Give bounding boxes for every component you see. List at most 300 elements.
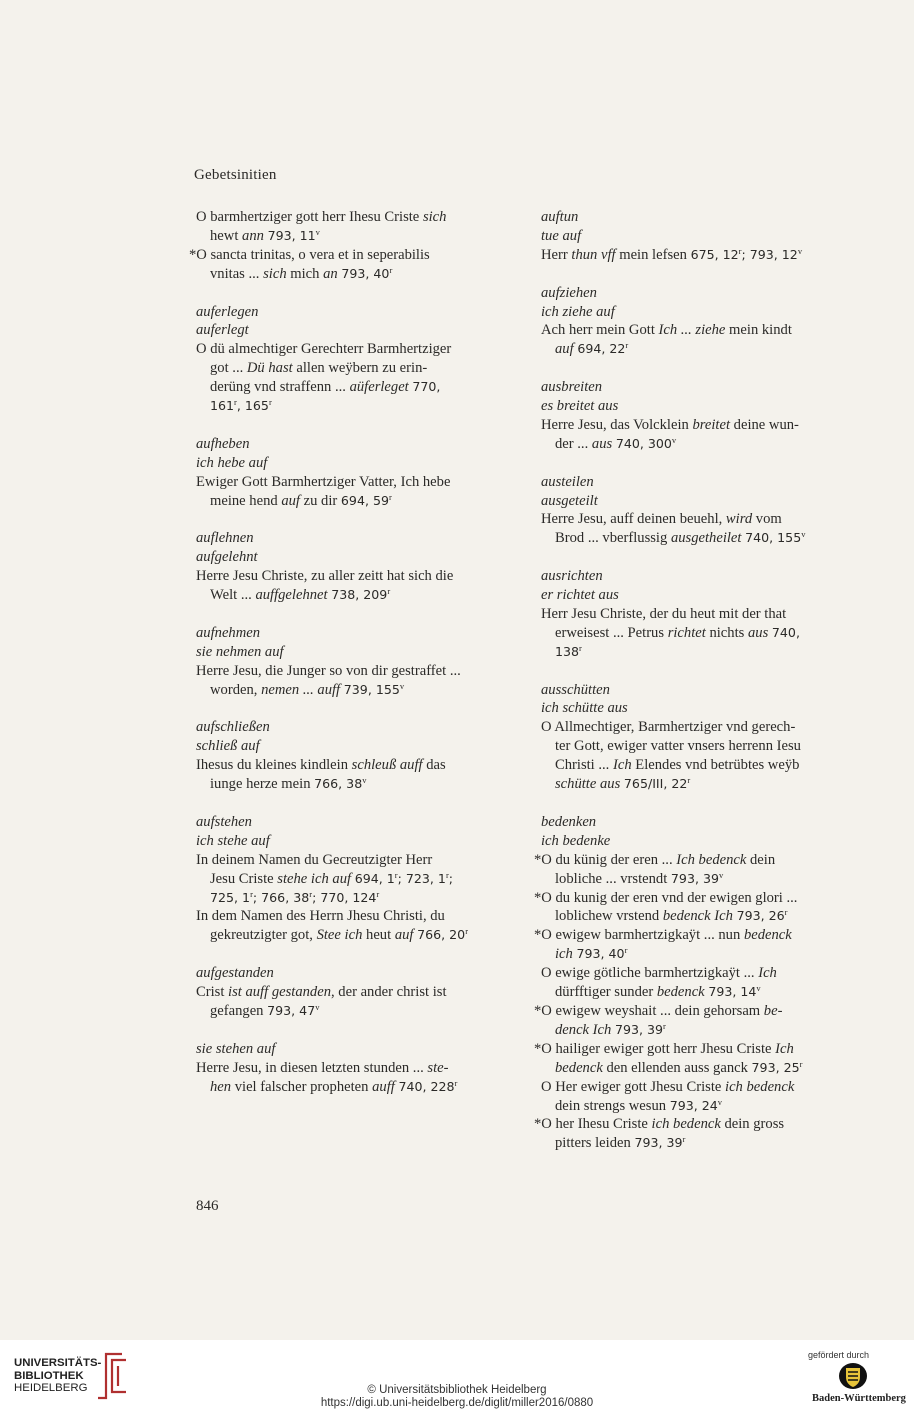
asterisk-marker: * <box>534 851 542 868</box>
italic-term: es breitet aus <box>541 398 619 415</box>
entry-line <box>196 624 496 643</box>
funder-name: Baden-Württemberg <box>812 1393 906 1404</box>
italic-term: ausbreiten <box>541 379 603 396</box>
text-run: O dü almechtiger Gerechterr Barmhertziger <box>196 341 452 358</box>
entry-continuation-line <box>541 945 833 964</box>
text-run: allen weÿbern zu erin- <box>292 360 428 377</box>
page-number: 846 <box>196 1198 219 1214</box>
folio-side-marker: v <box>315 226 320 237</box>
italic-term: bedenck <box>656 984 705 1001</box>
italic-term: nemen ... auff <box>261 681 341 698</box>
asterisk-marker: * <box>534 1040 542 1057</box>
text-run: das <box>422 757 446 774</box>
manuscript-reference: 770, <box>412 379 441 395</box>
text-run: Herr <box>541 246 572 263</box>
text-run: got ... <box>210 360 247 377</box>
manuscript-reference: 740, 228 <box>398 1078 455 1094</box>
text-run: derüng vnd straffenn ... <box>210 379 350 396</box>
text-run: , der ander christ ist <box>331 984 447 1001</box>
entry-line <box>196 208 496 227</box>
manuscript-reference: 740, 155 <box>745 530 802 546</box>
manuscript-reference: 793, 40 <box>341 265 390 281</box>
folio-side-marker: v <box>362 775 367 786</box>
italic-term: aufgestanden <box>196 965 274 982</box>
folio-side-marker: v <box>719 869 724 880</box>
text-run: Ewiger Gott Barmhertziger Vatter, Ich hebe <box>196 473 451 490</box>
italic-term: ich bedenke <box>541 832 611 849</box>
text-run: deine wun- <box>730 416 799 433</box>
manuscript-reference: 765/III, 22 <box>623 776 688 792</box>
text-run: O du künig der eren ... <box>541 851 677 868</box>
manuscript-reference: 793, 47 <box>267 1002 316 1018</box>
copyright-text: © Universitätsbibliothek Heidelberg <box>367 1384 547 1396</box>
library-name-line2: BIBLIOTHEK <box>14 1369 84 1382</box>
entry-line <box>541 586 833 605</box>
manuscript-reference: 740, 300 <box>615 435 672 451</box>
text-run: O du kunig der eren vnd der ewigen glori ... <box>541 889 798 906</box>
text-run: ter Gott, ewiger vatter vnsers herrenn Iesu <box>555 738 801 755</box>
coat-of-arms-icon <box>838 1362 868 1390</box>
manuscript-reference: 161 <box>210 398 235 414</box>
entry-continuation-line <box>541 737 833 756</box>
text-run: Elendes vnd betrübtes weÿb <box>631 757 800 774</box>
entry-line <box>196 548 496 567</box>
folio-side-marker: r <box>445 869 449 880</box>
entry-line <box>189 246 496 265</box>
manuscript-reference: 793, 25 <box>751 1059 800 1075</box>
entry-line <box>541 416 833 435</box>
italic-term: ich hebe auf <box>196 454 268 471</box>
entry-line <box>541 321 833 340</box>
folio-side-marker: r <box>454 1077 458 1088</box>
text-run: dein strengs wesun <box>555 1097 670 1114</box>
entry-line <box>534 926 833 945</box>
entry-line <box>541 208 833 227</box>
entry-line <box>196 718 496 737</box>
entry-gap <box>196 945 496 964</box>
entry-line <box>541 681 833 700</box>
entry-line <box>541 510 833 529</box>
entry-line <box>541 832 833 851</box>
text-run: Herr Jesu Christe, der du heut mit der that <box>541 605 787 622</box>
entry-continuation-line <box>541 1134 833 1153</box>
folio-side-marker: r <box>687 775 691 786</box>
entry-continuation-line <box>541 624 833 643</box>
manuscript-reference: 793, 39 <box>634 1135 683 1151</box>
folio-side-marker: v <box>717 1096 723 1107</box>
entry-line <box>196 473 496 492</box>
folio-side-marker: r <box>234 397 237 408</box>
italic-term: aufstehen <box>196 813 252 830</box>
entry-line <box>541 964 833 983</box>
italic-term: ich bedenck <box>651 1116 721 1133</box>
manuscript-reference: , 165 <box>236 398 269 414</box>
italic-term: bedenck <box>555 1059 603 1076</box>
italic-term: ann <box>242 227 264 244</box>
asterisk-marker: * <box>534 889 542 906</box>
text-run: dein <box>746 851 776 868</box>
running-head: Gebetsinitien <box>194 167 277 183</box>
text-run: heut <box>362 927 395 944</box>
entry-line <box>541 303 833 322</box>
text-run: lobliche ... vrstendt <box>555 870 671 887</box>
folio-side-marker: v <box>797 245 803 256</box>
entry-line <box>196 832 496 851</box>
italic-term: aufschließen <box>196 719 270 736</box>
italic-term: bedenken <box>541 813 597 830</box>
entry-continuation-line <box>196 889 496 908</box>
manuscript-reference: 694, 22 <box>577 341 626 357</box>
entry-line <box>541 699 833 718</box>
italic-term: sich <box>263 265 287 282</box>
folio-side-marker: r <box>663 1020 666 1031</box>
entry-gap <box>541 265 833 284</box>
text-run: Herre Jesu Christe, zu aller zeitt hat sich die <box>196 568 454 585</box>
entry-gap <box>541 794 833 813</box>
text-run: Ach herr mein Gott <box>541 322 659 339</box>
entry-continuation-line <box>196 926 496 945</box>
entry-line <box>196 454 496 473</box>
italic-term: stehe ich auf <box>277 870 352 887</box>
folio-side-marker: r <box>376 888 380 899</box>
manuscript-reference: ; 766, 38 <box>252 889 310 905</box>
entry-continuation-line <box>196 775 496 794</box>
entry-continuation-line <box>196 492 496 511</box>
manuscript-reference: 738, 209 <box>331 587 388 603</box>
entry-line <box>196 907 496 926</box>
asterisk-marker: * <box>534 1002 542 1019</box>
text-run: mein kindt <box>725 322 792 339</box>
text-run: dein gross <box>720 1116 785 1133</box>
entry-continuation-line <box>541 907 833 926</box>
text-run: Herre Jesu, in diesen letzten stunden ... <box>196 1059 428 1076</box>
text-run: mich <box>286 265 324 282</box>
italic-term: aus <box>591 435 613 452</box>
entry-line <box>196 756 496 775</box>
italic-term: Ich bedenck <box>676 851 747 868</box>
copyright-notice <box>0 1384 914 1410</box>
folio-side-marker: v <box>315 1001 320 1012</box>
entry-line <box>541 246 833 265</box>
italic-term: schließ auf <box>196 738 260 755</box>
italic-term: sie stehen auf <box>196 1040 276 1057</box>
italic-term: auf <box>555 341 574 358</box>
entry-line <box>541 378 833 397</box>
folio-side-marker: r <box>465 926 469 937</box>
text-run: Ihesus du kleines kindlein <box>196 757 352 774</box>
italic-term: ist auff gestanden <box>228 984 331 1001</box>
italic-term: Ich <box>612 757 632 774</box>
manuscript-reference: 694, 59 <box>340 492 389 508</box>
text-run: O Allmechtiger, Barmhertziger vnd gerech- <box>541 719 796 736</box>
footer-bar <box>0 1340 914 1411</box>
italic-term: auferlegt <box>196 322 249 339</box>
italic-term: Ich <box>758 965 777 982</box>
folio-side-marker: r <box>799 1058 803 1069</box>
entry-gap <box>196 700 496 719</box>
folio-side-marker: r <box>250 888 253 899</box>
italic-term: Ich ... ziehe <box>658 322 726 339</box>
italic-term: auff <box>372 1078 395 1095</box>
entry-line <box>196 851 496 870</box>
text-run: worden, <box>210 681 262 698</box>
italic-term: auferlegen <box>196 303 259 320</box>
text-run: Crist <box>196 984 229 1001</box>
entry-gap <box>541 662 833 681</box>
text-run: Jesu Criste <box>210 870 278 887</box>
italic-term: auffgelehnet <box>255 587 328 604</box>
entry-continuation-line <box>541 983 833 1002</box>
italic-term: ich ziehe auf <box>541 303 615 320</box>
italic-term: an <box>323 265 338 282</box>
entry-line <box>541 492 833 511</box>
manuscript-reference: 725, 1 <box>210 889 251 905</box>
text-run: Brod ... vberflussig <box>555 530 671 547</box>
folio-side-marker: v <box>801 529 806 540</box>
text-run: O Her ewiger gott Jhesu Criste <box>541 1078 726 1095</box>
entry-continuation-line <box>196 378 496 397</box>
manuscript-reference: ; 770, 124 <box>312 889 377 905</box>
text-run: In deinem Namen du Gecreutzigter Herr <box>196 851 433 868</box>
entry-line <box>541 227 833 246</box>
manuscript-reference: 138 <box>555 643 580 659</box>
entry-line <box>196 321 496 340</box>
library-name-line1: UNIVERSITÄTS- <box>14 1357 102 1369</box>
italic-term: breitet <box>692 416 731 433</box>
entry-line <box>534 1002 833 1021</box>
italic-term: thun vff <box>571 246 616 263</box>
entry-gap <box>541 454 833 473</box>
italic-term: sie nehmen auf <box>196 643 284 660</box>
entry-line <box>541 718 833 737</box>
text-run: viel falscher propheten <box>231 1078 373 1095</box>
funder-label: gefördert durch <box>808 1350 870 1360</box>
entry-line <box>534 889 833 908</box>
manuscript-reference: 694, 1 <box>354 870 395 886</box>
entry-line <box>196 964 496 983</box>
entry-line <box>196 435 496 454</box>
entry-continuation-line <box>196 586 496 605</box>
entry-line <box>541 813 833 832</box>
entry-continuation-line <box>541 870 833 889</box>
entry-line <box>541 473 833 492</box>
text-run: mein lefsen <box>615 246 691 263</box>
right-column <box>534 208 833 1153</box>
folio-side-marker: r <box>625 340 629 351</box>
italic-term: er richtet aus <box>541 587 619 604</box>
permalink-url[interactable]: https://digi.ub.uni-heidelberg.de/diglit/miller2016/0880 <box>320 1397 594 1409</box>
manuscript-reference: 793, 14 <box>708 984 757 1000</box>
text-run: hewt <box>210 227 243 244</box>
entry-line <box>196 303 496 322</box>
folio-side-marker: v <box>399 680 405 691</box>
entry-line <box>196 737 496 756</box>
entry-continuation-line <box>196 265 496 284</box>
entry-line <box>196 813 496 832</box>
entry-line <box>541 567 833 586</box>
folio-side-marker: r <box>579 642 582 653</box>
text-run: erweisest ... Petrus <box>555 624 668 641</box>
entry-line <box>541 397 833 416</box>
italic-term: auf <box>281 492 300 509</box>
entry-gap <box>541 548 833 567</box>
italic-term: aufheben <box>196 435 250 452</box>
italic-term: Ich <box>775 1040 794 1057</box>
text-run: O ewige götliche barmhertzigkaÿt ... <box>541 965 759 982</box>
entry-line <box>196 529 496 548</box>
folio-side-marker: r <box>389 491 392 502</box>
folio-side-marker: r <box>682 1134 686 1145</box>
entry-continuation-line <box>541 1021 833 1040</box>
italic-term: Dü hast <box>246 360 293 377</box>
entry-continuation-line <box>196 397 496 416</box>
italic-term: aufziehen <box>541 284 597 301</box>
italic-term: hen <box>210 1078 232 1095</box>
text-run: nichts <box>705 624 748 641</box>
italic-term: aüferleget <box>349 379 409 396</box>
asterisk-marker: * <box>189 246 197 263</box>
entry-gap <box>196 605 496 624</box>
italic-term: bedenck Ich <box>662 908 733 925</box>
text-run: Herre Jesu, die Junger so von dir gestraffet ... <box>196 662 461 679</box>
italic-term: auf <box>394 927 414 944</box>
entry-gap <box>196 284 496 303</box>
text-run: dürfftiger sunder <box>555 984 657 1001</box>
manuscript-reference: ; 793, 12 <box>741 246 798 262</box>
folio-side-marker: r <box>784 907 788 918</box>
text-run: Welt ... <box>210 587 256 604</box>
italic-term: ich schütte aus <box>541 700 628 717</box>
text-run: der ... <box>555 435 592 452</box>
folio-side-marker: r <box>738 245 742 256</box>
entry-gap <box>196 510 496 529</box>
text-run: O ewigew barmhertzigkaÿt ... nun <box>541 927 744 944</box>
entry-continuation-line <box>196 1078 496 1097</box>
manuscript-reference: ; <box>448 870 454 886</box>
manuscript-reference: 766, 38 <box>314 776 363 792</box>
italic-term: ausschütten <box>541 681 610 698</box>
folio-side-marker: r <box>394 869 398 880</box>
manuscript-reference: ; 723, 1 <box>397 870 446 886</box>
italic-term: aufnehmen <box>196 624 261 641</box>
folio-side-marker: r <box>387 586 391 597</box>
text-run: O ewigew weyshait ... dein gehorsam <box>541 1002 764 1019</box>
asterisk-marker: * <box>534 1116 542 1133</box>
text-run: gefangen <box>210 1002 268 1019</box>
italic-term: ausrichten <box>541 568 603 585</box>
entry-line <box>534 1115 833 1134</box>
library-name-line3: HEIDELBERG <box>14 1382 88 1394</box>
folio-side-marker: r <box>309 888 313 899</box>
entry-line <box>196 662 496 681</box>
entry-continuation-line <box>541 775 833 794</box>
manuscript-reference: 675, 12 <box>690 246 739 262</box>
folio-side-marker: v <box>671 434 677 445</box>
entry-continuation-line <box>196 870 496 889</box>
entry-line <box>196 983 496 1002</box>
italic-term: wird <box>725 511 753 528</box>
italic-term: aufgelehnt <box>196 549 258 566</box>
manuscript-reference: 793, 39 <box>670 870 719 886</box>
text-run: den ellenden auss ganck <box>602 1059 752 1076</box>
entry-line <box>534 1040 833 1059</box>
text-run: iunge herze mein <box>210 776 315 793</box>
entry-line <box>541 1078 833 1097</box>
text-run: pitters leiden <box>555 1135 635 1152</box>
entry-line <box>534 851 833 870</box>
folio-side-marker: r <box>389 264 393 275</box>
italic-term: auflehnen <box>196 530 254 547</box>
manuscript-reference: 793, 24 <box>669 1097 718 1113</box>
entry-continuation-line <box>541 435 833 454</box>
italic-term: schleuß auff <box>351 757 423 774</box>
text-run: gekreutzigter got, <box>210 927 317 944</box>
italic-term: aus <box>747 624 769 641</box>
entry-line <box>196 643 496 662</box>
entry-line <box>196 567 496 586</box>
entry-gap <box>196 1021 496 1040</box>
text-run: Herre Jesu, auff deinen beuehl, <box>541 511 726 528</box>
entry-continuation-line <box>541 756 833 775</box>
entry-gap <box>196 416 496 435</box>
folio-side-marker: r <box>624 945 628 956</box>
italic-term: denck Ich <box>555 1021 612 1038</box>
entry-gap <box>196 794 496 813</box>
entry-continuation-line <box>196 1002 496 1021</box>
folio-side-marker: v <box>756 983 761 994</box>
italic-term: tue auf <box>541 227 582 244</box>
italic-term: ich stehe auf <box>196 832 270 849</box>
manuscript-reference: 793, 40 <box>576 946 625 962</box>
entry-line <box>541 284 833 303</box>
entry-continuation-line <box>541 1097 833 1116</box>
text-run: zu dir <box>299 492 341 509</box>
entry-continuation-line <box>541 529 833 548</box>
italic-term: ausgeteilt <box>541 492 598 509</box>
manuscript-reference: 740, <box>771 624 800 640</box>
text-run: In dem Namen des Herrn Jhesu Christi, du <box>196 908 445 925</box>
manuscript-reference: 793, 11 <box>267 227 316 243</box>
manuscript-reference: 793, 39 <box>614 1021 664 1037</box>
manuscript-reference: 766, 20 <box>417 927 466 943</box>
entry-line <box>196 1059 496 1078</box>
text-run: vnitas ... <box>210 265 264 282</box>
italic-term: bedenck <box>743 927 792 944</box>
italic-term: schütte aus <box>555 776 621 793</box>
entry-continuation-line <box>196 227 496 246</box>
asterisk-marker: * <box>534 927 542 944</box>
text-run: O hailiger ewiger gott herr Jhesu Criste <box>541 1040 776 1057</box>
italic-term: be- <box>763 1002 783 1019</box>
text-run: O her Ihesu Criste <box>541 1116 652 1133</box>
text-run: O sancta trinitas, o vera et in seperabilis <box>196 246 430 263</box>
entry-continuation-line <box>196 681 496 700</box>
italic-term: auftun <box>541 209 579 225</box>
text-run: Herre Jesu, das Volcklein <box>541 416 693 433</box>
italic-term: ausgetheilet <box>670 530 742 547</box>
entry-continuation-line <box>541 643 833 662</box>
italic-term: ste- <box>427 1059 449 1076</box>
italic-term: ich <box>555 946 573 963</box>
italic-term: sich <box>422 209 447 225</box>
folio-side-marker: r <box>268 397 272 408</box>
entry-line <box>196 1040 496 1059</box>
entry-continuation-line <box>541 1059 833 1078</box>
manuscript-reference: 739, 155 <box>343 681 400 697</box>
text-run: Christi ... <box>555 757 613 774</box>
entry-continuation-line <box>196 359 496 378</box>
entry-gap <box>541 359 833 378</box>
